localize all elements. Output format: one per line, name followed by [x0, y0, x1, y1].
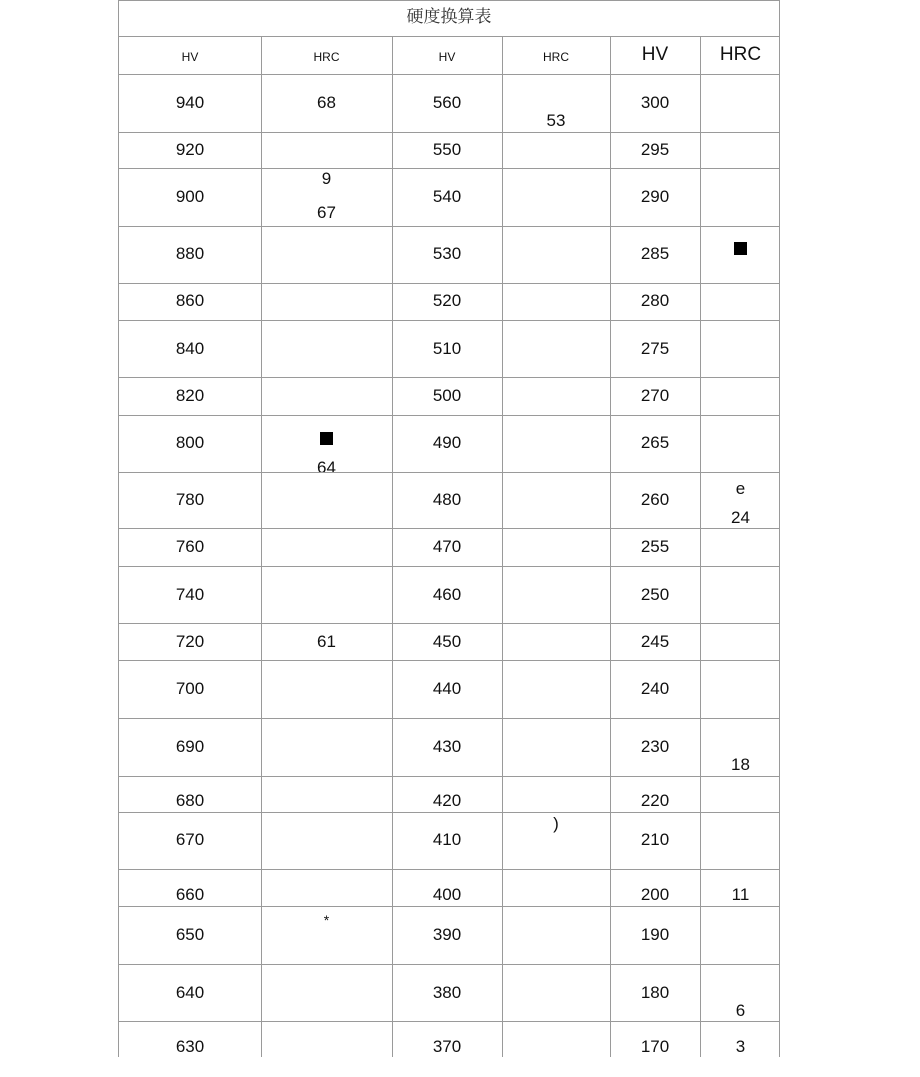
hv-cell: 690 — [175, 737, 205, 756]
hv-cell: 430 — [432, 737, 462, 756]
row-divider — [119, 776, 779, 777]
hv-cell: 920 — [175, 140, 205, 159]
hv-cell: 260 — [640, 490, 670, 509]
row-divider — [119, 132, 779, 133]
table-title: 硬度换算表 — [119, 0, 779, 37]
hv-cell: 560 — [432, 93, 462, 112]
hv-cell: 520 — [432, 291, 462, 310]
hv-cell: 220 — [640, 791, 670, 810]
hv-cell: 290 — [640, 187, 670, 206]
hv-cell: 500 — [432, 386, 462, 405]
row-divider — [119, 1021, 779, 1022]
hv-cell: 860 — [175, 291, 205, 310]
hv-cell: 240 — [640, 679, 670, 698]
hrc-cell: 6 — [735, 1001, 746, 1020]
row-divider — [119, 74, 779, 75]
hv-cell: 270 — [640, 386, 670, 405]
hv-cell: 420 — [432, 791, 462, 810]
hv-cell: 255 — [640, 537, 670, 556]
hv-cell: 510 — [432, 339, 462, 358]
row-divider — [119, 964, 779, 965]
header-hv-3: HV — [641, 44, 669, 65]
row-divider — [119, 283, 779, 284]
hv-cell: 720 — [175, 632, 205, 651]
row-divider — [119, 869, 779, 870]
hv-cell: 200 — [640, 885, 670, 904]
hrc-cell: * — [323, 912, 330, 928]
row-divider — [119, 812, 779, 813]
hv-cell: 800 — [175, 433, 205, 452]
hv-cell: 370 — [432, 1037, 462, 1056]
hv-cell: 250 — [640, 585, 670, 604]
hv-cell: 390 — [432, 925, 462, 944]
hv-cell: 630 — [175, 1037, 205, 1056]
hv-cell: 460 — [432, 585, 462, 604]
hv-cell: 530 — [432, 244, 462, 263]
hrc-cell: 3 — [735, 1037, 746, 1056]
hv-cell: 660 — [175, 885, 205, 904]
hv-cell: 740 — [175, 585, 205, 604]
column-divider — [261, 37, 262, 1057]
hv-cell: 280 — [640, 291, 670, 310]
row-divider — [119, 528, 779, 529]
hv-cell: 265 — [640, 433, 670, 452]
hv-cell: 295 — [640, 140, 670, 159]
row-divider — [119, 377, 779, 378]
header-hrc-3: HRC — [719, 44, 762, 65]
row-divider — [119, 226, 779, 227]
hrc-cell: e — [735, 479, 746, 498]
row-divider — [119, 168, 779, 169]
hv-cell: 880 — [175, 244, 205, 263]
hv-cell: 670 — [175, 830, 205, 849]
hv-cell: 245 — [640, 632, 670, 651]
hv-cell: 900 — [175, 187, 205, 206]
hrc-cell: 64 — [317, 458, 336, 472]
hv-cell: 700 — [175, 679, 205, 698]
hv-cell: 540 — [432, 187, 462, 206]
hv-cell: 210 — [640, 830, 670, 849]
hrc-square-mark — [261, 430, 392, 450]
header-hrc-2: HRC — [543, 50, 569, 64]
hrc-cell: 68 — [317, 93, 336, 112]
hv-cell: 285 — [640, 244, 670, 263]
hv-cell: 400 — [432, 885, 462, 904]
row-divider — [119, 906, 779, 907]
hv-cell: 940 — [175, 93, 205, 112]
hv-cell: 170 — [640, 1037, 670, 1056]
hrc-cell: 9 — [321, 169, 332, 188]
hv-cell: 650 — [175, 925, 205, 944]
hrc-square-mark — [700, 240, 781, 260]
hv-cell: 190 — [640, 925, 670, 944]
hv-cell: 760 — [175, 537, 205, 556]
column-divider — [502, 37, 503, 1057]
hv-cell: 440 — [432, 679, 462, 698]
row-divider — [119, 320, 779, 321]
row-divider — [119, 566, 779, 567]
header-hrc-1: HRC — [313, 50, 340, 64]
hrc-cell: ) — [553, 814, 559, 833]
row-divider — [119, 718, 779, 719]
hv-cell: 470 — [432, 537, 462, 556]
hv-cell: 780 — [175, 490, 205, 509]
hrc-cell: 53 — [546, 111, 566, 130]
hv-cell: 550 — [432, 140, 462, 159]
hardness-conversion-table — [118, 0, 780, 1057]
row-divider — [119, 660, 779, 661]
hv-cell: 380 — [432, 983, 462, 1002]
hrc-cell: 24 — [731, 508, 750, 527]
hv-cell: 450 — [432, 632, 462, 651]
hv-cell: 410 — [432, 830, 462, 849]
header-hv-1: HV — [181, 50, 199, 64]
row-divider — [119, 415, 779, 416]
hv-cell: 300 — [640, 93, 670, 112]
hv-cell: 480 — [432, 490, 462, 509]
row-divider — [119, 623, 779, 624]
hrc-cell: 11 — [731, 885, 750, 904]
hv-cell: 680 — [175, 791, 205, 810]
hrc-cell: 67 — [317, 203, 336, 222]
hrc-cell: 61 — [317, 632, 336, 651]
hv-cell: 180 — [640, 983, 670, 1002]
hv-cell: 490 — [432, 433, 462, 452]
hv-cell: 275 — [640, 339, 670, 358]
hv-cell: 640 — [175, 983, 205, 1002]
hv-cell: 840 — [175, 339, 205, 358]
hv-cell: 820 — [175, 386, 205, 405]
header-hv-2: HV — [438, 50, 456, 64]
hrc-cell: 18 — [731, 755, 750, 774]
hv-cell: 230 — [640, 737, 670, 756]
row-divider — [119, 472, 779, 473]
